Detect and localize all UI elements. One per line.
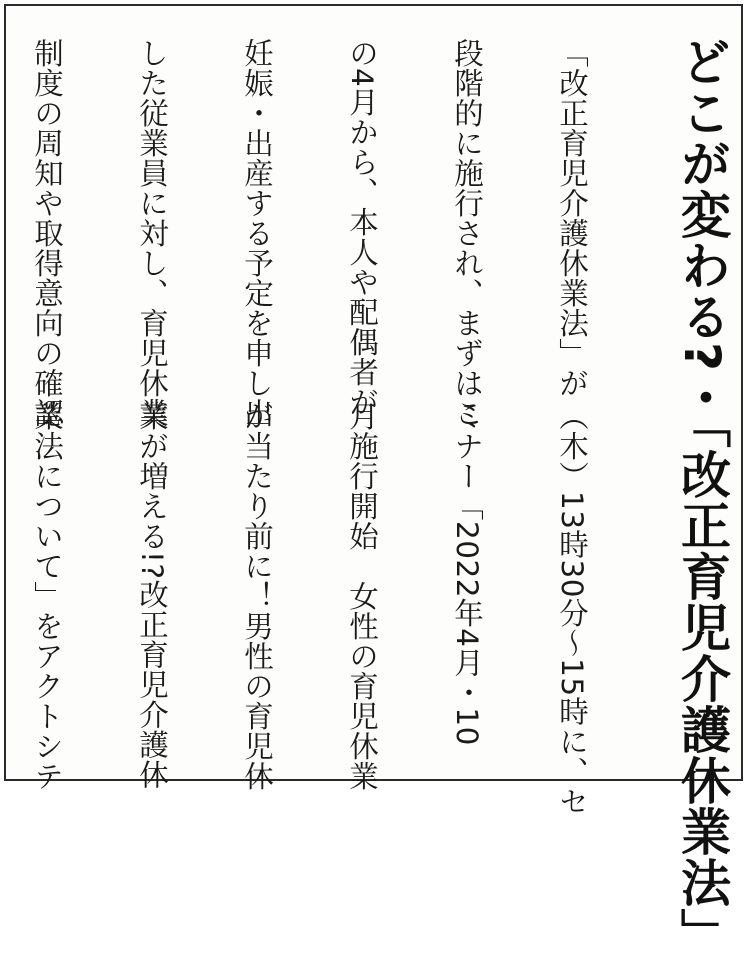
article-body-lower bbox=[0, 401, 659, 817]
lower-line: が当たり前に！男性の育児休 bbox=[240, 401, 274, 791]
upper-line: の4月から、本人や配偶者が bbox=[345, 38, 379, 418]
lower-line: 業が増える!?改正育児介護休 bbox=[135, 401, 169, 790]
upper-line: した従業員に対し、育児休業 bbox=[135, 38, 169, 428]
lower-line: 業法について」をアクトシテ bbox=[30, 401, 64, 791]
lower-line: 月施行開始 女性の育児休業 bbox=[345, 401, 379, 791]
upper-line: 「改正育児介護休業法」が bbox=[555, 38, 589, 398]
article-body-upper bbox=[0, 38, 659, 428]
upper-line: 段階的に施行され、まずはこ bbox=[450, 38, 484, 428]
upper-line: 妊娠・出産する予定を申し出 bbox=[240, 38, 274, 428]
article-frame bbox=[4, 4, 743, 959]
lower-line: ミナー「2022年4月・10 bbox=[450, 401, 484, 746]
upper-line: 制度の周知や取得意向の確認 bbox=[30, 38, 64, 428]
lower-line: （木）13時30分〜15時に、セ bbox=[555, 401, 589, 817]
article-headline: どこが変わる?・「改正育児介護休業法」 bbox=[673, 36, 731, 959]
